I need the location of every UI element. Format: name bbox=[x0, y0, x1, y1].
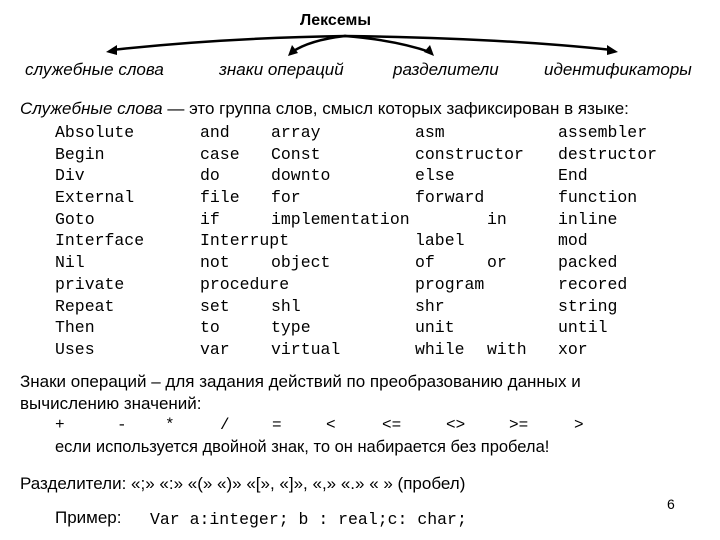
keyword-cell: shr bbox=[415, 296, 445, 316]
keyword-cell: Div bbox=[55, 166, 85, 186]
op-symbol: > bbox=[574, 416, 584, 434]
op-symbol: * bbox=[165, 416, 175, 434]
arrowhead-4 bbox=[607, 45, 618, 55]
operations-heading-rest: – для задания действий по преобразованию данных и bbox=[146, 372, 581, 391]
keywords-heading-lead: Служебные слова bbox=[20, 99, 163, 118]
keyword-cell: implementation bbox=[271, 209, 410, 229]
keyword-cell: forward bbox=[415, 188, 485, 208]
op-symbol: <= bbox=[382, 416, 402, 434]
keyword-cell: Uses bbox=[55, 339, 95, 359]
keyword-cell: of bbox=[415, 253, 435, 273]
branch-separators: разделители bbox=[393, 60, 499, 79]
keyword-cell: destructor bbox=[558, 144, 658, 164]
keywords-heading-rest: — это группа слов, смысл которых зафиксирован в языке: bbox=[162, 99, 629, 118]
keyword-cell: for bbox=[271, 188, 301, 208]
keyword-cell: if bbox=[200, 209, 220, 229]
operations-note: если используется двойной знак, то он набирается без пробела! bbox=[55, 438, 550, 456]
keyword-cell: or bbox=[487, 253, 507, 273]
keyword-cell: until bbox=[558, 318, 608, 338]
keyword-cell: constructor bbox=[415, 144, 524, 164]
keyword-cell: and bbox=[200, 123, 230, 142]
tree-root-label: Лексемы bbox=[300, 12, 372, 29]
branch-operation-signs: знаки операций bbox=[219, 60, 344, 79]
keyword-cell: string bbox=[558, 296, 618, 316]
branch-identifiers: идентификаторы bbox=[544, 60, 692, 79]
keyword-cell: Interrupt bbox=[200, 231, 290, 251]
keyword-cell: case bbox=[200, 144, 240, 164]
op-symbol: >= bbox=[509, 416, 529, 434]
op-symbol: < bbox=[326, 416, 336, 434]
keyword-cell: Const bbox=[271, 144, 321, 164]
keyword-cell: in bbox=[487, 209, 507, 229]
tree-branch-2 bbox=[292, 36, 345, 52]
keyword-cell: mod bbox=[558, 231, 588, 251]
keyword-cell: downto bbox=[271, 166, 331, 186]
op-symbol: - bbox=[117, 416, 127, 434]
op-symbol: = bbox=[272, 416, 282, 434]
keyword-cell: Repeat bbox=[55, 296, 115, 316]
keyword-cell: while bbox=[415, 339, 465, 359]
keyword-cell: asm bbox=[415, 123, 445, 142]
keyword-cell: recored bbox=[558, 274, 628, 294]
operations-heading bbox=[20, 372, 581, 392]
keyword-cell: not bbox=[200, 253, 230, 273]
keyword-cell: Absolute bbox=[55, 123, 135, 142]
separators-line bbox=[20, 474, 465, 494]
keyword-cell: Begin bbox=[55, 144, 105, 164]
branch-service-words: служебные слова bbox=[25, 60, 164, 79]
keyword-cell: private bbox=[55, 274, 125, 294]
page-number: 6 bbox=[667, 496, 675, 512]
arrowhead-3 bbox=[424, 45, 434, 56]
operations-heading-line2: вычислению значений: bbox=[20, 394, 202, 413]
keyword-cell: function bbox=[558, 188, 638, 208]
keyword-cell: Goto bbox=[55, 209, 95, 229]
keyword-cell: assembler bbox=[558, 123, 648, 142]
keyword-cell: with bbox=[487, 339, 527, 359]
keyword-cell: procedure bbox=[200, 274, 290, 294]
keyword-cell: file bbox=[200, 188, 240, 208]
keyword-cell: Nil bbox=[55, 253, 85, 273]
example-label: Пример: bbox=[55, 508, 122, 527]
separators-text: : «;» «:» «(» «)» «[», «]», «,» «.» « » (пробел) bbox=[121, 474, 466, 493]
keywords-heading bbox=[20, 99, 629, 119]
arrowhead-1 bbox=[106, 45, 117, 55]
tree-branch-4 bbox=[345, 36, 612, 50]
op-symbol: / bbox=[220, 416, 230, 434]
separators-label: Разделители bbox=[20, 474, 122, 493]
keyword-cell: array bbox=[271, 123, 321, 142]
keyword-cell: do bbox=[200, 166, 220, 186]
keyword-cell: packed bbox=[558, 253, 618, 273]
operations-heading-lead: Знаки операций bbox=[20, 372, 147, 391]
example-code: Var a:integer; b : real;c: char; bbox=[150, 510, 467, 529]
keyword-cell: shl bbox=[271, 296, 301, 316]
keyword-cell: unit bbox=[415, 318, 455, 338]
keyword-cell: else bbox=[415, 166, 455, 186]
keyword-cell: to bbox=[200, 318, 220, 338]
op-symbol: + bbox=[55, 416, 65, 434]
keyword-cell: set bbox=[200, 296, 230, 316]
keyword-cell: Interface bbox=[55, 231, 145, 251]
keyword-cell: label bbox=[415, 231, 465, 251]
keyword-cell: inline bbox=[558, 209, 618, 229]
keyword-cell: var bbox=[200, 339, 230, 359]
keyword-cell: External bbox=[55, 188, 135, 208]
keyword-cell: End bbox=[558, 166, 588, 186]
keyword-cell: object bbox=[271, 253, 331, 273]
keyword-cell: xor bbox=[558, 339, 588, 359]
op-symbol: <> bbox=[446, 416, 466, 434]
keyword-cell: virtual bbox=[271, 339, 341, 359]
keyword-cell: Then bbox=[55, 318, 95, 338]
keyword-cell: type bbox=[271, 318, 311, 338]
operation-symbols bbox=[0, 416, 720, 438]
keyword-cell: program bbox=[415, 274, 485, 294]
